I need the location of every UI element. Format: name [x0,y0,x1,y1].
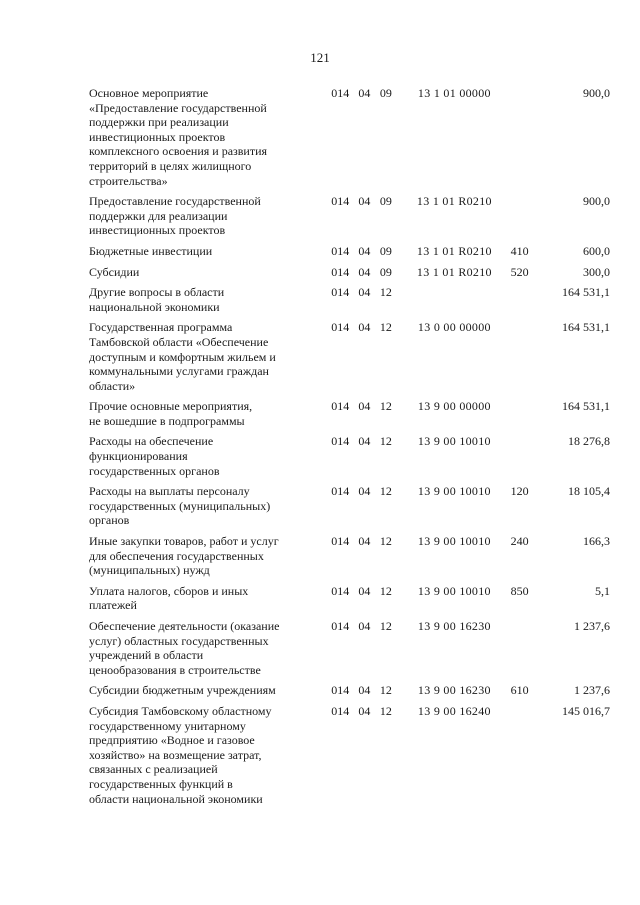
row-gr: 014 [331,243,350,258]
row-name: Прочие основные мероприятия, не вошедшие в подпрограммы [89,399,253,428]
row-rz: 04 [358,683,371,698]
table-row [89,320,610,393]
row-rz: 04 [358,243,371,258]
row-pr: 09 [379,264,392,279]
row-gr: 014 [331,619,350,633]
row-rz: 04 [358,534,371,549]
row-vr: 120 [510,484,529,499]
row-pr: 12 [379,285,392,300]
row-rz: 04 [358,86,371,100]
row-gr: 014 [331,484,350,499]
row-cs: 13 9 00 10010 [417,434,491,449]
row-vr: 520 [510,264,529,279]
table-row [89,484,610,528]
row-pr: 12 [379,534,392,549]
row-gr: 014 [331,194,350,209]
row-gr: 014 [331,320,350,335]
row-gr: 014 [331,285,350,300]
row-sum: 164 531,1 [562,285,610,300]
row-sum: 1 237,6 [574,683,610,698]
row-gr: 014 [331,583,350,598]
row-vr [511,434,542,478]
table-row [89,285,610,314]
row-name: Субсидия Тамбовскому областному государственному унитарному предприятию «Водное и газовое хозяйство» на возмещение затрат, связанных с реализацией государственных функций в области национальной экономики [89,703,272,806]
row-gr: 014 [331,534,350,549]
row-rz: 04 [358,264,371,279]
row-vr: 410 [510,243,529,258]
row-vr [511,704,542,806]
row-gr: 014 [331,683,350,698]
row-cs: 13 1 01 R0210 [416,264,492,279]
row-vr [511,320,542,393]
row-pr: 12 [379,434,392,449]
row-pr: 09 [379,243,392,258]
row-name: Иные закупки товаров, работ и услуг для обеспечения государственных (муниципальных) нужд [89,534,279,578]
row-vr: 610 [510,683,529,698]
row-vr: 240 [510,534,529,549]
table-row [89,86,610,188]
row-gr: 014 [331,703,350,718]
row-cs: 13 9 00 10010 [417,484,491,499]
row-vr [511,399,542,428]
row-rz: 04 [358,194,371,209]
row-sum: 900,0 [583,194,610,209]
row-sum: 5,1 [595,583,610,598]
row-gr: 014 [331,399,350,414]
table-row [89,265,610,280]
row-name: Расходы на выплаты персоналу государственных (муниципальных) органов [89,484,271,528]
row-vr [511,285,542,314]
row-name: Субсидии бюджетным учреждениям [89,683,276,698]
row-cs: 13 1 01 R0210 [416,243,492,258]
row-cs: 13 1 01 00000 [417,86,491,100]
row-sum: 1 237,6 [574,619,610,633]
row-name: Расходы на обеспечение функционирования государственных органов [89,434,220,478]
row-cs: 13 9 00 16230 [417,619,491,633]
row-vr [511,194,542,238]
table-row [89,619,610,677]
row-name: Государственная программа Тамбовской области «Обеспечение доступным и комфортным жильем и коммунальными услугами граждан области» [89,320,276,393]
row-sum: 300,0 [583,264,610,279]
row-rz: 04 [358,484,371,499]
table-row [89,434,610,478]
row-cs: 13 9 00 10010 [417,534,491,549]
row-cs: 13 9 00 16240 [417,703,491,718]
row-gr: 014 [331,434,350,449]
row-rz: 04 [358,285,371,300]
row-pr: 12 [379,399,392,414]
row-pr: 12 [379,320,392,335]
row-name: Бюджетные инвестиции [89,243,213,258]
row-rz: 04 [358,399,371,414]
row-name: Субсидии [89,264,140,279]
row-pr: 12 [379,484,392,499]
budget-table-body [89,86,610,806]
row-cs: 13 0 00 00000 [417,320,491,335]
row-sum: 164 531,1 [562,399,610,414]
row-pr: 12 [379,683,392,698]
row-name: Предоставление государственной поддержки для реализации инвестиционных проектов [89,194,261,238]
row-pr: 09 [379,86,392,100]
table-row [89,704,610,806]
row-sum: 145 016,7 [562,703,610,718]
row-pr: 12 [379,619,392,633]
row-vr [511,86,542,188]
row-rz: 04 [358,619,371,633]
row-sum: 600,0 [583,243,610,258]
row-name: Основное мероприятие «Предоставление государственной поддержки при реализации инвестиционных проектов комплексного освоения и развития территорий в целях жилищного строительства» [89,86,268,188]
table-row [89,584,610,613]
table-row [89,244,610,259]
row-cs: 13 9 00 16230 [417,683,491,698]
row-name: Обеспечение деятельности (оказание услуг) областных государственных учреждений в области ценообразования в строительстве [89,619,280,677]
row-sum: 18 276,8 [568,434,610,449]
table-row [89,399,610,428]
row-sum: 18 105,4 [568,484,610,499]
row-rz: 04 [358,703,371,718]
row-cs: 13 9 00 00000 [417,399,491,414]
row-gr: 014 [331,86,350,100]
row-cs: 13 9 00 10010 [417,583,491,598]
row-name: Другие вопросы в области национальной экономики [89,285,225,314]
row-cs [398,285,511,314]
row-vr [511,619,542,677]
row-rz: 04 [358,320,371,335]
row-rz: 04 [358,583,371,598]
row-pr: 12 [379,583,392,598]
row-cs: 13 1 01 R0210 [416,194,492,209]
row-sum: 164 531,1 [562,320,610,335]
row-gr: 014 [331,264,350,279]
row-rz: 04 [358,434,371,449]
row-pr: 12 [379,703,392,718]
row-name: Уплата налогов, сборов и иных платежей [89,583,249,613]
table-row [89,534,610,578]
table-row [89,194,610,238]
row-sum: 166,3 [583,534,610,549]
row-sum: 900,0 [583,86,610,100]
budget-table [89,86,610,806]
page-number: 121 [310,50,330,65]
table-row [89,683,610,698]
row-vr: 850 [510,583,529,598]
row-pr: 09 [379,194,392,209]
